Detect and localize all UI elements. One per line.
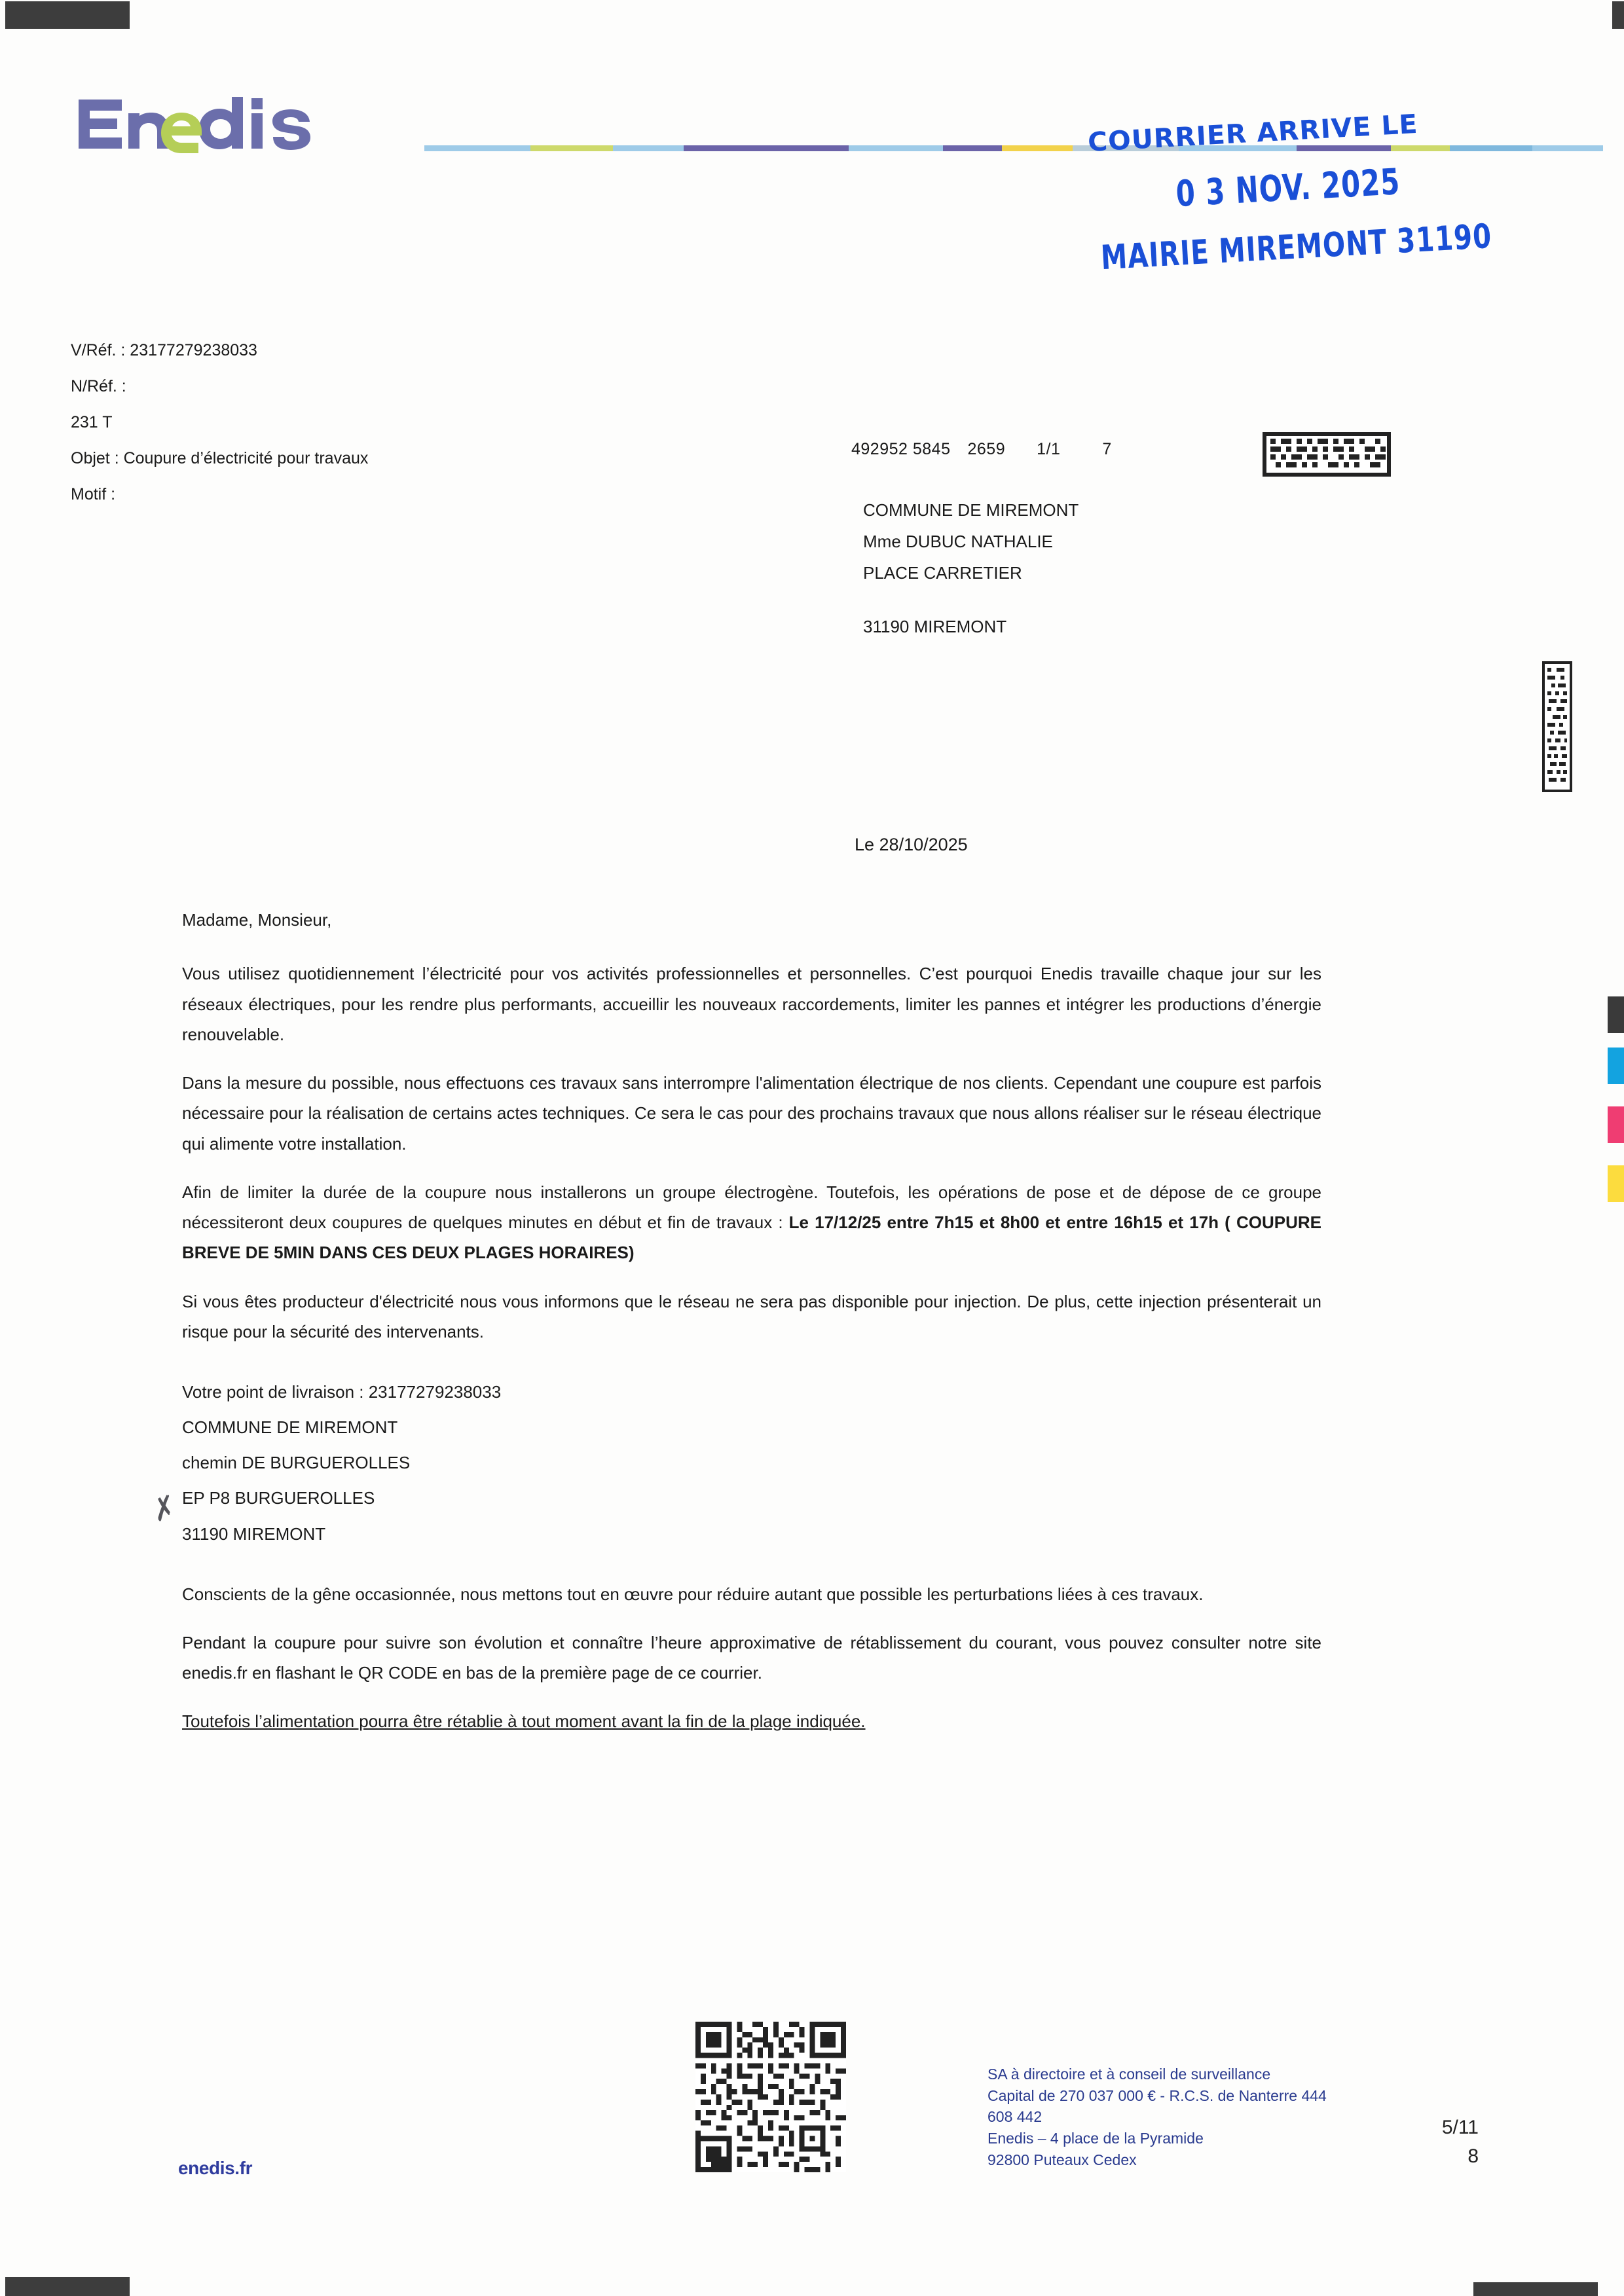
motif-line: Motif : <box>71 485 116 503</box>
recipient-line-4: 31190 MIREMONT <box>863 617 1007 637</box>
rule-segment <box>943 145 1002 151</box>
handwritten-cross-mark: ✗ <box>149 1488 179 1529</box>
delivery-point-name: EP P8 BURGUEROLLES <box>182 1488 375 1508</box>
enedis-logo <box>77 97 405 157</box>
rule-segment <box>684 145 849 151</box>
cmyk-mark-yellow <box>1608 1165 1624 1202</box>
delivery-point-label-row <box>149 1480 1321 1529</box>
cmyk-mark-black <box>1608 996 1624 1033</box>
stamp-line-date: 0 3 NOV. 2025 <box>1175 161 1401 215</box>
recipient-line-3: PLACE CARRETIER <box>863 563 1022 583</box>
footer-legal-line-5: 92800 Puteaux Cedex <box>987 2151 1137 2168</box>
salutation: Madame, Monsieur, <box>182 910 332 930</box>
footer-website: enedis.fr <box>178 2158 253 2178</box>
footer-legal-line-3: 608 442 <box>987 2108 1043 2126</box>
reference-block <box>71 342 568 522</box>
registration-mark-bottom-left <box>5 2277 130 2296</box>
delivery-point-id: Votre point de livraison : 23177279238033 <box>182 1382 502 1402</box>
letter-body <box>149 905 1321 1755</box>
recipient-line-1: COMMUNE DE MIREMONT <box>863 500 1079 520</box>
qr-code <box>695 2022 846 2172</box>
rule-segment <box>849 145 943 151</box>
rule-segment <box>424 145 530 151</box>
mail-code-d: 7 <box>1102 440 1112 458</box>
datamatrix-barcode-top <box>1263 432 1391 477</box>
v-ref-line: V/Réf. : 23177279238033 <box>71 341 257 359</box>
paragraph-generator-lead: Afin de limiter la durée de la coupure nous installerons un groupe électrogène. Toutefois, les opérations de pose et de dépose de ce groupe nécessiteront deux coupures de quelques minutes en début et fin de travaux : <box>182 1182 1321 1233</box>
cmyk-mark-cyan <box>1608 1048 1624 1084</box>
footer-legal-line-4: Enedis – 4 place de la Pyramide <box>987 2129 1204 2147</box>
paragraph-works: Dans la mesure du possible, nous effectuons ces travaux sans interrompre l'alimentation électrique de nos clients. Cependant une coupure est parfois nécessaire pour la réalisation de certains actes techniques. Ce sera le cas pour des prochains travaux que nous allons réaliser sur le réseau électrique qui alimente votre installation. <box>182 1073 1321 1154</box>
footer-legal-block <box>987 2064 1327 2170</box>
delivery-street: chemin DE BURGUEROLLES <box>182 1453 411 1473</box>
stamp-line-courrier: COURRIER ARRIVE LE <box>1087 109 1419 158</box>
rule-segment <box>530 145 613 151</box>
stamp-line-mairie: MAIRIE MIREMONT 31190 <box>1099 216 1493 278</box>
delivery-city: 31190 MIREMONT <box>182 1523 326 1544</box>
datamatrix-barcode-side <box>1542 661 1572 792</box>
mail-code-a: 492952 5845 <box>851 440 951 458</box>
page-sub-number: 8 <box>1467 2145 1479 2167</box>
paragraph-generator <box>182 1177 1321 1268</box>
registration-mark-top-left <box>5 1 130 29</box>
paragraph-producer: Si vous êtes producteur d'électricité nous vous informons que le réseau ne sera pas disponible pour injection. De plus, cette injection présenterait un risque pour la sécurité des intervenants. <box>182 1291 1321 1341</box>
registration-mark-bottom-right <box>1473 2282 1598 2296</box>
paragraph-intro: Vous utilisez quotidiennement l’électricité pour vos activités professionnelles et personnelles. C’est pourquoi Enedis travaille chaque jour sur les réseaux électriques, pour les rendre plus performants, accueillir les nouveaux raccordements, limiter les pannes et intégrer les productions d’énergie renouvelable. <box>182 964 1321 1044</box>
recipient-address-block <box>863 494 1079 642</box>
paragraph-qr-info: Pendant la coupure pour suivre son évolution et connaître l’heure approximative de rétablissement du courant, vous pouvez consulter notre site enedis.fr en flashant le QR CODE en bas de la première page de ce courrier. <box>182 1632 1321 1683</box>
cmyk-mark-magenta <box>1608 1106 1624 1143</box>
mail-code-b: 2659 <box>967 440 1006 458</box>
ref-code-line: 231 T <box>71 413 113 431</box>
delivery-point-block <box>149 1374 1321 1551</box>
rule-segment <box>1002 145 1073 151</box>
mail-routing-code <box>851 440 1112 459</box>
mail-code-c: 1/1 <box>1037 440 1061 458</box>
arrival-stamp <box>1087 102 1553 278</box>
page-number-block <box>1420 2113 1479 2170</box>
page-number: 5/11 <box>1441 2117 1479 2138</box>
footer-legal-line-2: Capital de 270 037 000 € - R.C.S. de Nanterre 444 <box>987 2086 1327 2104</box>
letter-date: Le 28/10/2025 <box>855 835 968 854</box>
footer-legal-line-1: SA à directoire et à conseil de surveillance <box>987 2066 1271 2083</box>
rule-segment <box>613 145 684 151</box>
objet-line: Objet : Coupure d’électricité pour travaux <box>71 449 369 467</box>
n-ref-line: N/Réf. : <box>71 377 126 395</box>
outage-schedule: Le 17/12/25 entre 7h15 et 8h00 et entre 16h15 et 17h ( COUPURE BREVE DE 5MIN DANS CES DEUX PLAGES HORAIRES) <box>182 1212 1321 1263</box>
delivery-commune: COMMUNE DE MIREMONT <box>182 1417 398 1438</box>
address-spacer <box>863 589 1079 611</box>
paragraph-restore-notice: Toutefois l’alimentation pourra être rétablie à tout moment avant la fin de la plage indiquée. <box>182 1711 866 1732</box>
paragraph-apology: Conscients de la gêne occasionnée, nous mettons tout en œuvre pour réduire autant que possible les perturbations liées à ces travaux. <box>182 1584 1204 1604</box>
registration-mark-top-right <box>1612 1 1624 29</box>
recipient-line-2: Mme DUBUC NATHALIE <box>863 532 1053 552</box>
